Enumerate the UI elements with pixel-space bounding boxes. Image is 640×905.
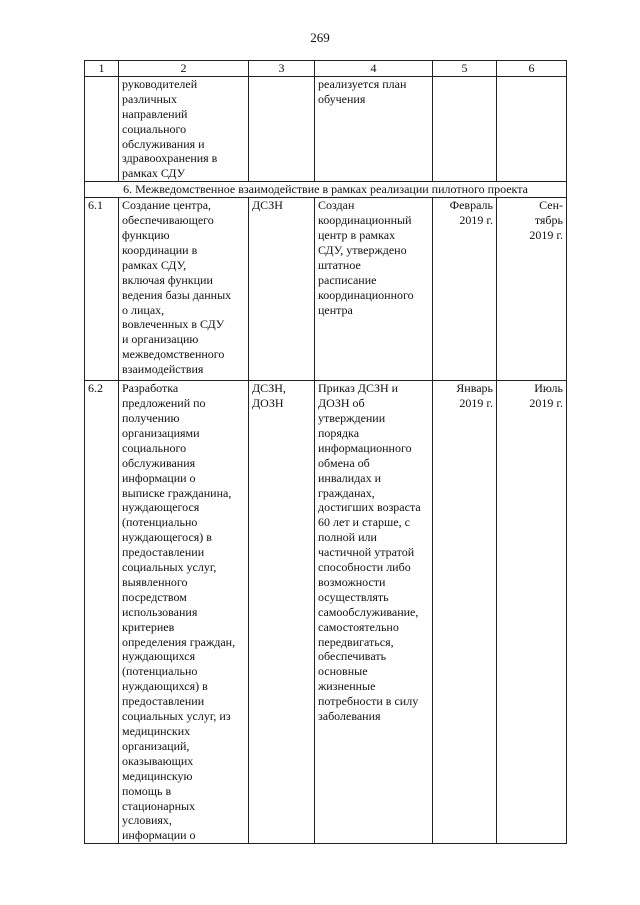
cell-line: Сен- [539, 198, 563, 213]
cell-line: возможности [318, 574, 386, 589]
cell-line: организаций, [122, 738, 190, 753]
cell-line: обучения [318, 91, 366, 106]
column-header: 1 [85, 61, 119, 77]
cell-line: использования [122, 604, 198, 619]
cell-line: самообслуживание, [318, 604, 419, 619]
column-header: 3 [249, 61, 315, 77]
cell-num [85, 76, 119, 181]
cell-line: нуждающихся) в [122, 679, 208, 694]
cell-line: 2019 г. [529, 396, 563, 411]
cell-line: социальных услуг, из [122, 709, 231, 724]
cell-result [315, 198, 433, 381]
section-title: 6. Межведомственное взаимодействие в рамках реализации пилотного проекта [85, 182, 567, 198]
cell-line: Январь [456, 381, 493, 396]
cell-line: социального [122, 121, 187, 136]
cell-line: 2019 г. [529, 227, 563, 242]
cell-line: критериев [122, 619, 175, 634]
cell-line: ДОЗН об [318, 396, 365, 411]
cell-executor [249, 198, 315, 381]
cell-line: передвигаться, [318, 634, 394, 649]
cell-line: 60 лет и старше, с [318, 515, 410, 530]
cell-line: (потенциально [122, 664, 198, 679]
cell-line: различных [122, 91, 177, 106]
cell-line: инвалидах и [318, 470, 382, 485]
cell-line: порядка [318, 425, 360, 440]
cell-line: рамках СДУ [122, 166, 186, 181]
cell-line: здравоохранения в [122, 151, 218, 166]
cell-num: 6.2 [85, 381, 119, 844]
cell-line: межведомственного [122, 347, 225, 362]
cell-line: 2019 г. [459, 396, 493, 411]
cell-line: обслуживания и [122, 136, 205, 151]
cell-line: медицинских [122, 724, 191, 738]
cell-line: посредством [122, 589, 187, 604]
cell-line: вовлеченных в СДУ [122, 317, 225, 332]
cell-line: помощь в [122, 783, 172, 798]
cell-line: Разработка [122, 381, 179, 396]
cell-line: заболевания [318, 709, 381, 724]
cell-line: жизненные [318, 679, 376, 694]
column-header: 6 [497, 61, 567, 77]
cell-line: условиях, [122, 813, 172, 828]
cell-line: гражданах, [318, 485, 375, 500]
cell-line: (потенциально [122, 515, 198, 530]
cell-line: предоставлении [122, 545, 205, 560]
cell-line: ДСЗН, [252, 381, 286, 396]
cell-line: частичной утратой [318, 545, 415, 560]
cell-end [497, 76, 567, 181]
cell-line: потребности в силу [318, 694, 419, 709]
cell-line: социальных услуг, [122, 560, 217, 575]
cell-line: 2019 г. [459, 213, 493, 228]
cell-line: координационного [318, 287, 414, 302]
cell-executor [249, 381, 315, 844]
cell-line: рамках СДУ, [122, 257, 187, 272]
cell-line: предложений по [122, 396, 206, 411]
cell-line: медицинскую [122, 768, 193, 783]
plan-table [84, 60, 567, 844]
cell-line: Приказ ДСЗН и [318, 381, 399, 396]
cell-executor [249, 76, 315, 181]
cell-line: обслуживания [122, 455, 196, 470]
cell-line: оказывающих [122, 753, 194, 768]
cell-result [315, 76, 433, 181]
cell-line: достигших возраста [318, 500, 421, 515]
cell-result [315, 381, 433, 844]
cell-line: СДУ, утверждено [318, 242, 407, 257]
cell-num: 6.1 [85, 198, 119, 381]
cell-line: Февраль [449, 198, 493, 213]
cell-line: получению [122, 410, 180, 425]
cell-line: информации о [122, 828, 196, 843]
cell-line: расписание [318, 272, 377, 287]
cell-line: организациями [122, 425, 200, 440]
cell-line: о лицах, [122, 302, 165, 317]
cell-line: обеспечивающего [122, 213, 214, 228]
cell-line: самостоятельно [318, 619, 399, 634]
column-header: 4 [315, 61, 433, 77]
cell-line: утверждении [318, 410, 386, 425]
cell-line: осуществлять [318, 589, 389, 604]
cell-line: ДОЗН [252, 396, 284, 411]
table-row [85, 198, 567, 381]
cell-line: нуждающегося) в [122, 530, 212, 545]
column-header: 5 [433, 61, 497, 77]
cell-line: полной или [318, 530, 377, 545]
column-header: 2 [119, 61, 249, 77]
cell-line: координации в [122, 242, 198, 257]
cell-line: социального [122, 440, 187, 455]
cell-line: взаимодействия [122, 362, 204, 377]
cell-task [119, 198, 249, 381]
cell-line: информации о [122, 470, 196, 485]
cell-line: направлений [122, 106, 188, 121]
cell-line: нуждающегося [122, 500, 200, 515]
column-header-row [85, 61, 567, 77]
section-row [85, 182, 567, 198]
cell-line: тябрь [534, 213, 563, 228]
cell-line: обеспечивать [318, 649, 387, 664]
cell-line: Июль [534, 381, 563, 396]
cell-start [433, 381, 497, 844]
cell-end [497, 198, 567, 381]
page-number: 269 [310, 30, 330, 45]
table-row [85, 381, 567, 844]
cell-line: функцию [122, 227, 170, 242]
cell-task [119, 381, 249, 844]
cell-line: включая функции [122, 272, 213, 287]
cell-line: координационный [318, 213, 412, 228]
cell-line: определения граждан, [122, 634, 236, 649]
table-row-continued [85, 76, 567, 181]
cell-end [497, 381, 567, 844]
cell-line: центр в рамках [318, 227, 396, 242]
cell-line: штатное [318, 257, 361, 272]
cell-task [119, 76, 249, 181]
cell-line: ведения базы данных [122, 287, 232, 302]
cell-line: и организацию [122, 332, 199, 347]
cell-line: нуждающихся [122, 649, 196, 664]
cell-line: Создан [318, 198, 355, 213]
cell-start [433, 76, 497, 181]
cell-line: руководителей [122, 76, 198, 91]
cell-line: центра [318, 302, 353, 317]
cell-line: стационарных [122, 798, 196, 813]
cell-line: предоставлении [122, 694, 205, 709]
cell-line: ДСЗН [252, 198, 283, 213]
cell-line: реализуется план [318, 76, 407, 91]
cell-line: обмена об [318, 455, 370, 470]
cell-line: выписке гражданина, [122, 485, 232, 500]
cell-line: способности либо [318, 560, 411, 575]
cell-line: Создание центра, [122, 198, 212, 213]
cell-line: основные [318, 664, 368, 679]
cell-line: информационного [318, 440, 412, 455]
cell-start [433, 198, 497, 381]
cell-line: выявленного [122, 574, 188, 589]
